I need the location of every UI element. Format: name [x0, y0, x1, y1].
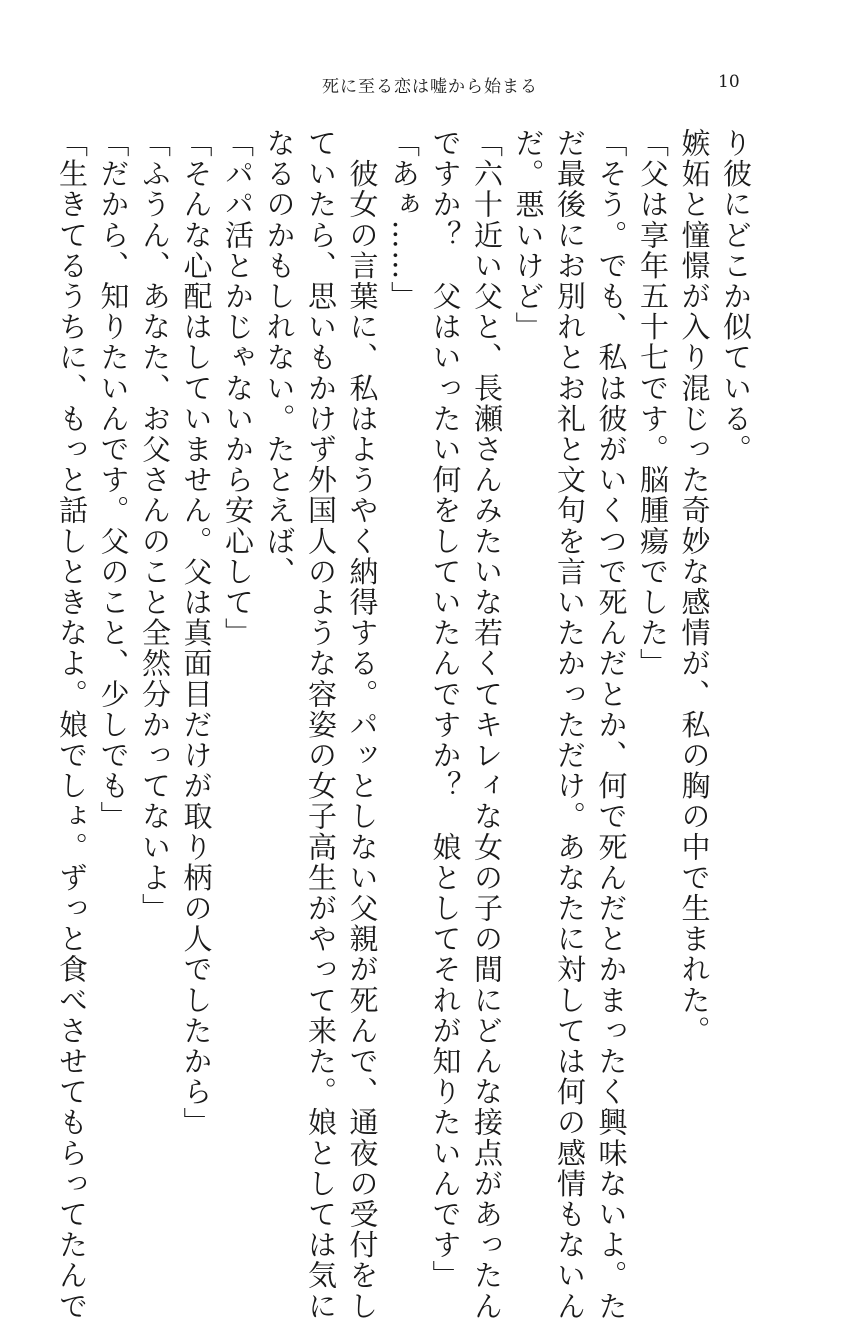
text-line: 「六十近い父と、長瀬さんみたいな若くてキレィな女の子の間にどんな接点があったん [470, 128, 504, 1321]
text-line: 彼女の言葉に、私はようやく納得する。パッとしない父親が死んで、通夜の受付をし [345, 128, 380, 1321]
text-line: 「そんな心配はしていません。父は真面目だけが取り柄の人でしたから」 [179, 128, 214, 1138]
text-line: 「父は享年五十七です。脳腫瘍でした」 [636, 128, 670, 679]
text-line: だ最後にお別れとお礼と文句を言いたかっただけ。あなたに対しては何の感情もないん [553, 128, 587, 1321]
running-header-title: 死に至る恋は嘘から始まる [322, 77, 538, 97]
text-line: 「パパ活とかじゃないから安心して」 [221, 128, 255, 649]
text-line: ていたら、思いもかけず外国人のような容姿の女子高生がやって来た。娘としては気に [304, 128, 338, 1321]
text-line: だ。悪いけど」 [511, 128, 546, 343]
vertical-body-text [55, 128, 756, 1321]
text-line: なるのかもしれない。たとえば、 [262, 128, 297, 587]
text-line: ですか？ 父はいったい何をしていたんですか？ 娘としてそれが知りたいんです」 [428, 128, 463, 1291]
text-line: 「だから、知りたいんです。父のこと、少しでも」 [96, 128, 131, 832]
text-line: 「生きてるうちに、もっと話しときなよ。娘でしょ。ずっと食べさせてもらってたんで [55, 128, 89, 1321]
text-line: 嫉妬と憧憬が入り混じった奇妙な感情が、私の胸の中で生まれた。 [677, 128, 712, 1046]
text-line: 「ふうん、あなた、お父さんのこと全然分かってないよ」 [138, 128, 172, 924]
text-line: 「そう。でも、私は彼がいくつで死んだとか、何で死んだとかまったく興味ないよ。た [594, 128, 629, 1321]
text-line: り彼にどこか似ている。 [719, 128, 753, 465]
text-line: 「あぁ……」 [387, 128, 421, 312]
page-number: 10 [718, 72, 740, 92]
